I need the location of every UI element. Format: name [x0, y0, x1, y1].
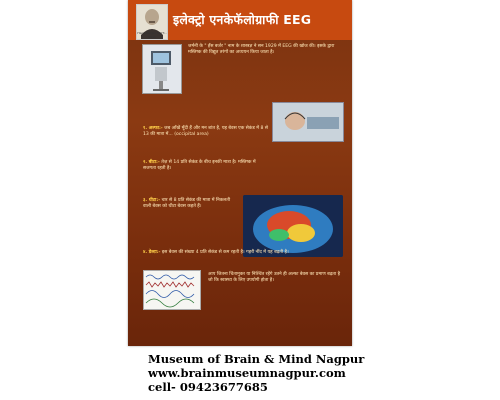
portrait-caption: Hans Berger 1873 - 1941 — [137, 31, 167, 39]
delta-label: ४. डेल्टा:- — [143, 250, 161, 255]
eeg-poster — [128, 0, 352, 346]
alpha-label: १. अल्फा:- — [143, 126, 163, 131]
delta-text: इस बेवस की संख्या 4 प्रति सेकंड से कम रहती है। गहरी नींद में यह बढ़ती है। — [161, 250, 289, 255]
brain-scan-image — [243, 195, 343, 257]
alpha-text: जब आँखें मूँदी हैं और मन शांत है, यह बेवस एक सेकंड में 8 से 13 की मात्रा में... (occipital area) — [143, 126, 268, 137]
alpha-section — [143, 126, 268, 138]
poster-title: इलेक्ट्रो एनकेफॅलोग्राफी EEG — [173, 12, 312, 27]
museum-name: Museum of Brain & Mind Nagpur — [148, 352, 365, 366]
eeg-waveform-image — [144, 271, 200, 309]
intro-paragraph: जर्मनी के " हँस बर्जर " नाम के शास्त्रज्ञ ने सन 1929 में EEG की खोज की। इसके द्वारा मस्तिष्क की विद्युत तरंगों का अध्ययन किया जाता है। — [188, 44, 335, 55]
patient-image — [273, 103, 343, 141]
beta-text: तेज़ से 14 प्रति सेकंड के बीच इनकी मात्रा है। मस्तिष्क में सजगता रहती है। — [143, 160, 256, 171]
museum-phone: cell- 09423677685 — [148, 380, 268, 394]
theta-label: ३. थीटा:- — [143, 198, 161, 203]
eeg-waveform-photo — [143, 270, 201, 310]
theta-section — [143, 198, 238, 210]
delta-section — [143, 250, 339, 256]
poster-header — [128, 0, 352, 40]
hans-berger-portrait — [136, 4, 168, 40]
beta-section — [143, 160, 268, 172]
bottom-paragraph: आप जितना चिंतामुक्त या निश्चिंत रहेंगे उतने ही अल्फा बेवस का प्रमाण बढ़ता है जो कि स्वास्थ्य के लिए उपयोगी होता है। — [208, 272, 341, 283]
beta-label: २. बीटा:- — [143, 160, 160, 165]
eeg-device-photo — [142, 44, 182, 94]
theta-text: चार से 8 प्रति सेकंड की मात्रा में निकलती वाली बेवस को थीटा बेवस कहते हैं। — [143, 198, 231, 209]
museum-website: www.brainmuseumnagpur.com — [148, 366, 346, 380]
patient-photo — [272, 102, 344, 142]
eeg-device-image — [143, 45, 181, 93]
brain-scan-photo — [243, 195, 343, 257]
